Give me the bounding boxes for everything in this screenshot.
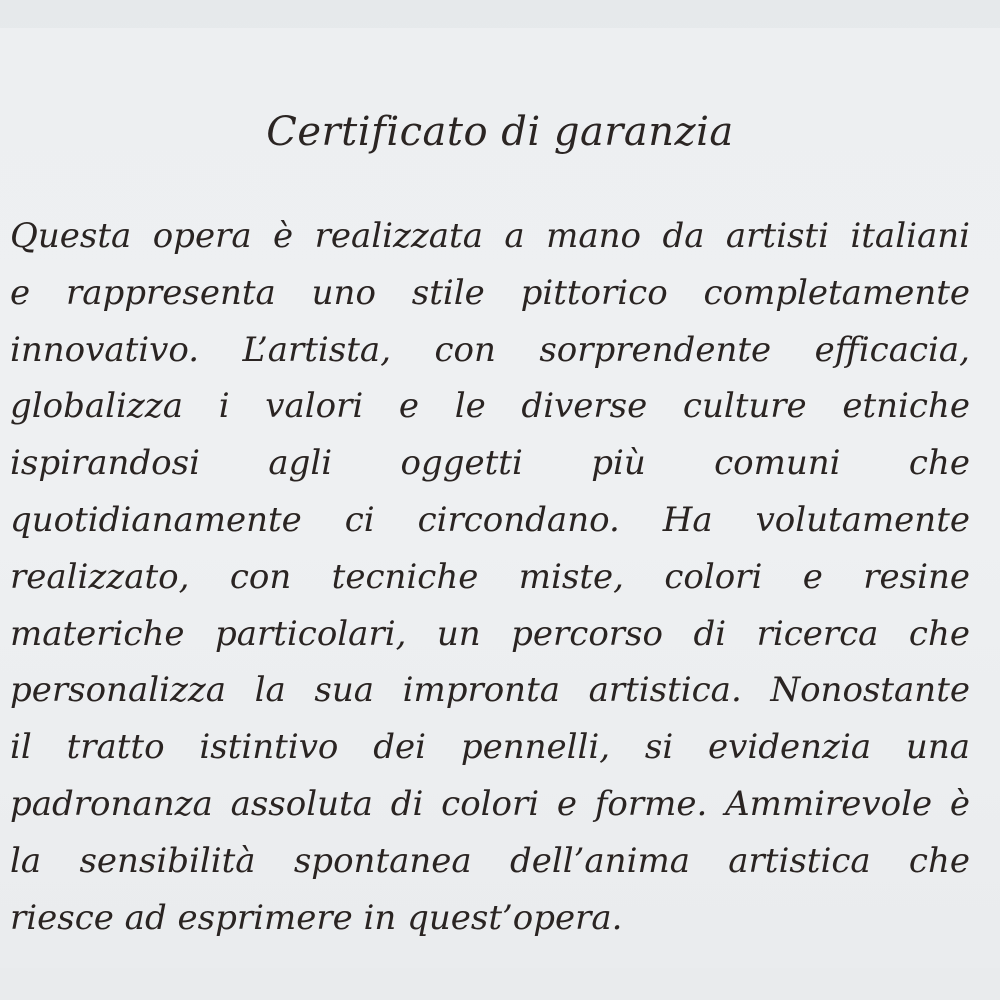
body-line-13: riesce ad esprimere in quest’opera. <box>10 897 623 938</box>
body-line-8: materiche particolari, un percorso di ricerca che <box>10 613 970 654</box>
body-line-6: quotidianamente ci circondano. Ha volutamente <box>10 499 970 540</box>
body-line-4: globalizza i valori e le diverse culture etniche <box>10 386 970 427</box>
body-line-7: realizzato, con tecniche miste, colori e resine <box>10 556 970 597</box>
body-line-9: personalizza la sua impronta artistica. Nonostante <box>10 670 970 711</box>
certificate-title: Certificato di garanzia <box>266 109 734 155</box>
body-line-12: la sensibilità spontanea dell’anima artistica che <box>10 840 970 881</box>
body-line-1: Questa opera è realizzata a mano da artisti italiani <box>10 216 970 256</box>
body-line-5: ispirandosi agli oggetti più comuni che <box>10 443 970 484</box>
body-line-2: e rappresenta uno stile pittorico completamente <box>10 272 970 313</box>
body-line-3: innovativo. L’artista, con sorprendente efficacia, <box>10 329 970 370</box>
warranty-card <box>0 28 1000 968</box>
certificate-body <box>10 208 970 946</box>
body-line-10: il tratto istintivo dei pennelli, si evidenzia una <box>10 727 970 768</box>
body-line-11: padronanza assoluta di colori e forme. Ammirevole è <box>10 783 970 824</box>
